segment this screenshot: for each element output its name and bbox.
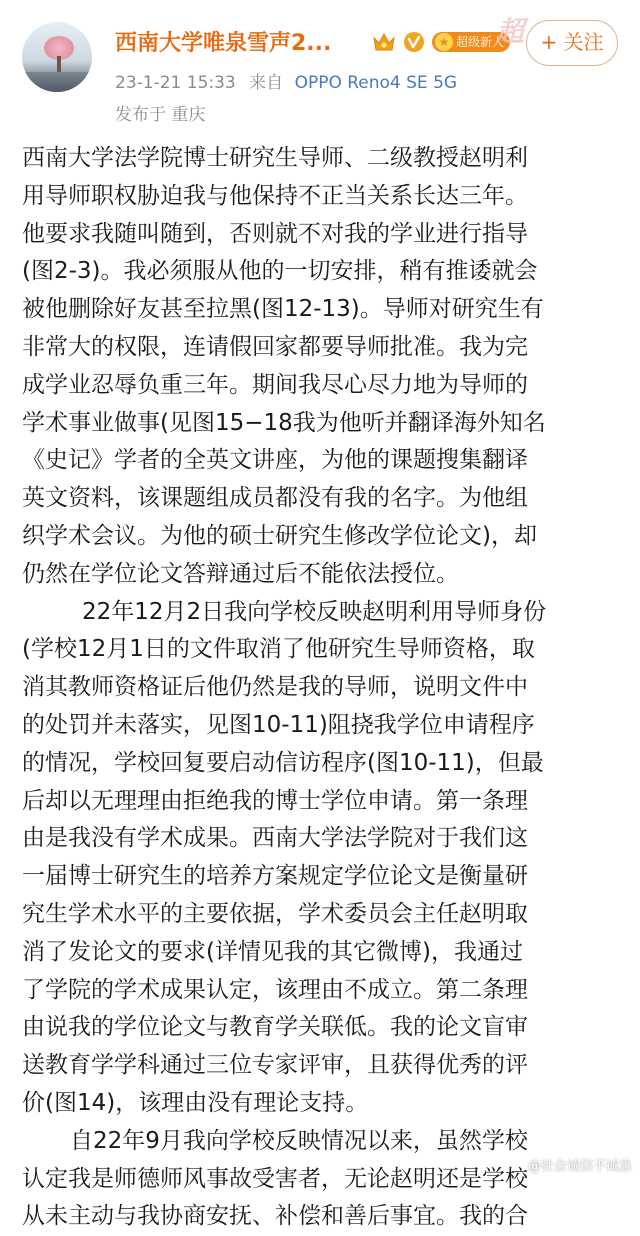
body-line: 从未主动与我协商安抚、补偿和善后事宜。我的合 (22, 1203, 528, 1230)
body-line: 送教育学学科通过三位专家评审，且获得优秀的评 (22, 1052, 528, 1079)
body-line: 由说我的学位论文与教育学关联低。我的论文盲审 (22, 1014, 528, 1041)
body-line: 非常大的权限，连请假回家都要导师批准。我为完 (22, 333, 528, 360)
body-line: 的情况，学校回复要启动信访程序(图10-11)，但最 (22, 749, 544, 776)
username[interactable]: 西南大学唯泉雪声2... (115, 31, 332, 56)
post-timestamp: 23-1-21 15:33 (115, 73, 236, 93)
body-line: 一届博士研究生的培养方案规定学位论文是衡量研 (22, 863, 528, 890)
body-line: 仍然在学位论文答辩通过后不能依法授位。 (22, 560, 459, 587)
body-line: 22年12月2日我向学校反映赵明利用导师身份 (82, 598, 547, 625)
body-line: 自22年9月我向学校反映情况以来，虽然学校 (70, 1127, 528, 1154)
post-location: 发布于 重庆 (115, 105, 206, 125)
body-line: 了学院的学术成果认定，该理由不成立。第二条理 (22, 976, 528, 1003)
body-line: 后却以无理理由拒绝我的博士学位申请。第一条理 (22, 787, 528, 814)
avatar[interactable] (22, 22, 92, 92)
crown-badge-icon[interactable] (372, 31, 396, 53)
body-line: 究生学术水平的主要依据，学术委员会主任赵明取 (22, 900, 528, 927)
body-line: 《史记》学者的全英文讲座，为他的课题搜集翻译 (22, 447, 528, 474)
super-badge-mark: 超 (496, 15, 525, 48)
body-line: 的处罚并未落实，见图10-11)阻挠我学位申请程序 (22, 711, 535, 738)
body-line: 成学业忍辱负重三年。期间我尽心尽力地为导师的 (22, 371, 528, 398)
body-line: 英文资料，该课题组成员都没有我的名字。为他组 (22, 485, 528, 512)
post-body (22, 140, 622, 1236)
body-line: 织学术会议。为他的硕士研究生修改学位论文)，却 (22, 522, 537, 549)
body-line: 用导师职权胁迫我与他保持不正当关系长达三年。 (22, 182, 528, 209)
body-line: 他要求我随叫随到，否则就不对我的学业进行指导 (22, 220, 528, 247)
body-line: 被他删除好友甚至拉黑(图12-13)。导师对研究生有 (22, 296, 544, 323)
body-line: 消了发论文的要求(详情见我的其它微博)，我通过 (22, 938, 523, 965)
new-member-badge[interactable]: ★ 超级新人 (432, 32, 510, 52)
post-header (0, 0, 640, 140)
follow-button[interactable]: + 关注 (526, 20, 618, 66)
watermark: @社会诚信不诚恳 (527, 1159, 632, 1174)
source-prefix: 来自 (249, 73, 284, 93)
body-line: 学术事业做事(见图15−18我为他听并翻译海外知名 (22, 409, 546, 436)
body-line: 西南大学法学院博士研究生导师、二级教授赵明利 (22, 145, 528, 171)
device-link[interactable]: OPPO Reno4 SE 5G (294, 73, 458, 93)
star-icon: ★ (435, 33, 453, 51)
body-line: (图2-3)。我必须服从他的一切安排，稍有推诿就会 (22, 258, 538, 285)
verified-icon[interactable] (402, 31, 426, 53)
body-line: 由是我没有学术成果。西南大学法学院对于我们这 (22, 825, 528, 852)
body-line: 价(图14)，该理由没有理论支持。 (22, 1089, 369, 1116)
body-line: (学校12月1日的文件取消了他研究生导师资格，取 (22, 636, 535, 663)
body-line: 认定我是师德师风事故受害者，无论赵明还是学校 (22, 1165, 528, 1192)
post-meta (115, 68, 457, 93)
body-line: 消其教师资格证后他仍然是我的导师，说明文件中 (22, 674, 528, 701)
